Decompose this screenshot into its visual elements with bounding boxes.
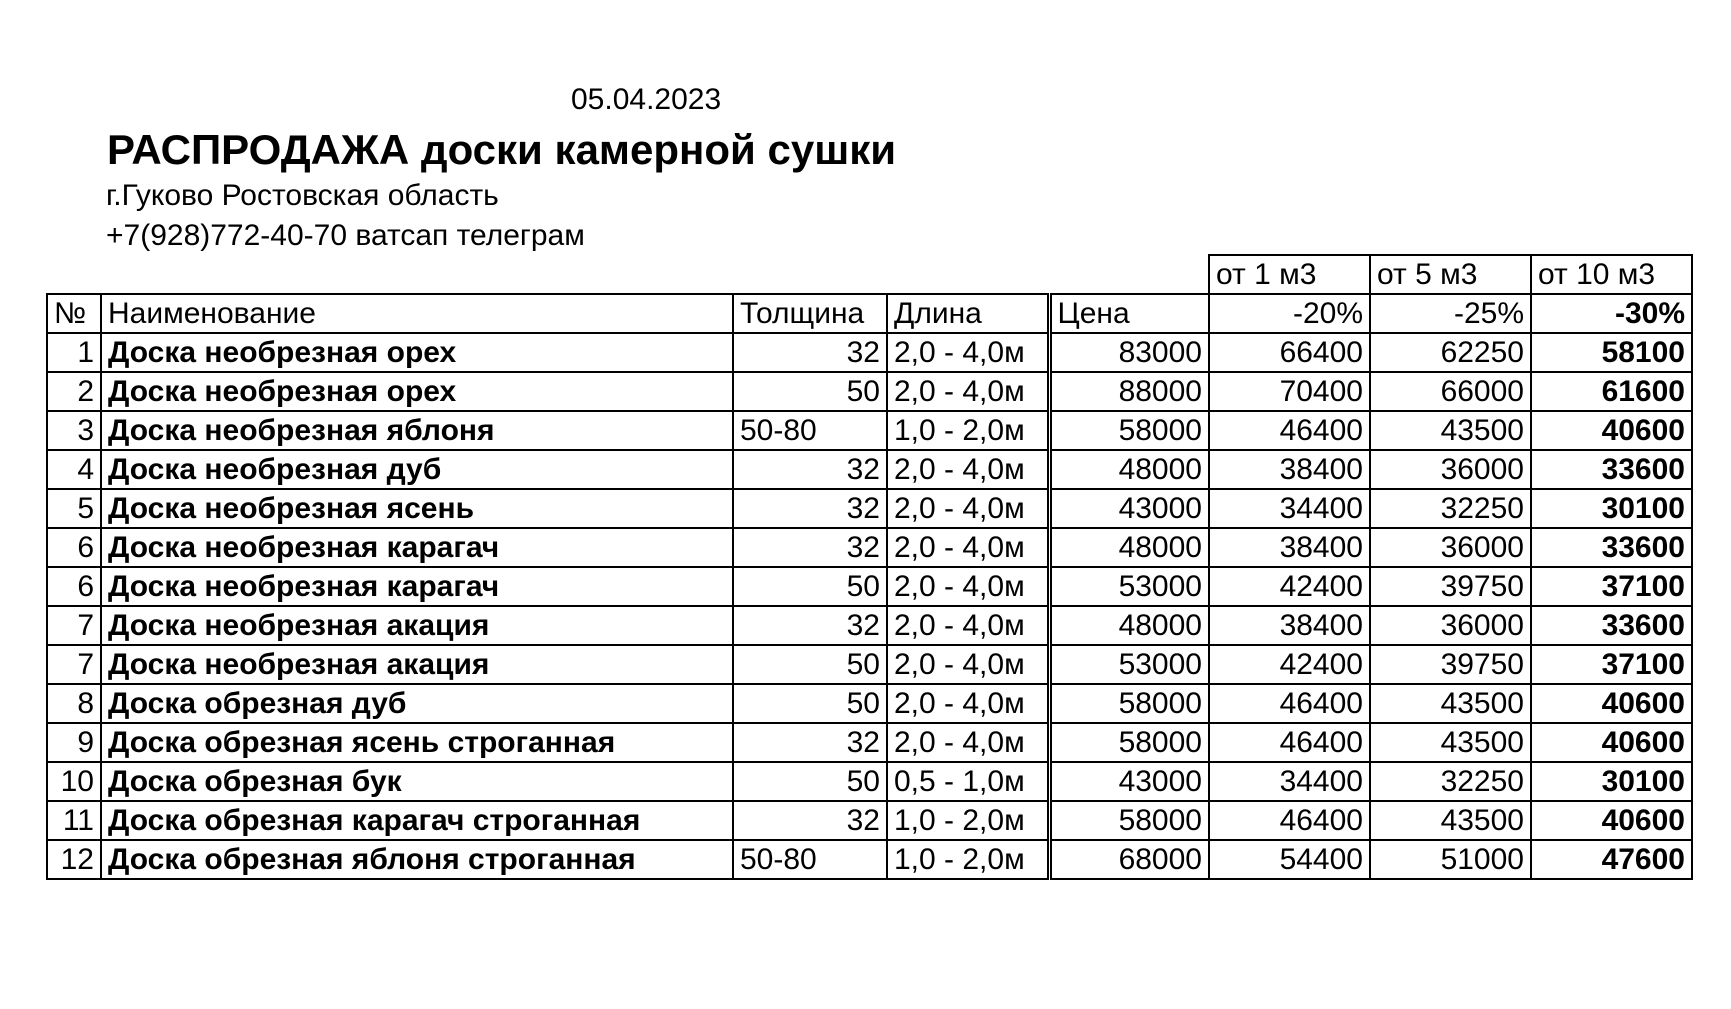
cell-price-30: 61600	[1531, 372, 1692, 411]
cell-number: 6	[47, 528, 101, 567]
col-header-number: №	[47, 294, 101, 333]
cell-length: 2,0 - 4,0м	[887, 333, 1049, 372]
cell-price-25: 62250	[1370, 333, 1531, 372]
cell-length: 1,0 - 2,0м	[887, 801, 1049, 840]
cell-price-30: 33600	[1531, 606, 1692, 645]
cell-length: 2,0 - 4,0м	[887, 372, 1049, 411]
cell-price-25: 32250	[1370, 489, 1531, 528]
cell-product-name: Доска обрезная дуб	[101, 684, 733, 723]
col-header-discount-30: -30%	[1531, 294, 1692, 333]
location-text: г.Гуково Ростовская область	[106, 179, 499, 212]
cell-product-name: Доска необрезная акация	[101, 606, 733, 645]
col-header-price: Цена	[1049, 294, 1209, 333]
cell-thickness: 50-80	[733, 411, 887, 450]
cell-number: 3	[47, 411, 101, 450]
cell-number: 11	[47, 801, 101, 840]
cell-price-30: 30100	[1531, 489, 1692, 528]
cell-number: 4	[47, 450, 101, 489]
table-row	[47, 801, 1692, 840]
cell-price: 68000	[1049, 840, 1209, 879]
cell-price-30: 40600	[1531, 684, 1692, 723]
cell-product-name: Доска обрезная ясень строганная	[101, 723, 733, 762]
cell-price-20: 70400	[1209, 372, 1370, 411]
cell-price-25: 43500	[1370, 411, 1531, 450]
cell-thickness: 50	[733, 567, 887, 606]
cell-price-20: 46400	[1209, 723, 1370, 762]
cell-price-20: 42400	[1209, 567, 1370, 606]
cell-length: 2,0 - 4,0м	[887, 528, 1049, 567]
cell-number: 10	[47, 762, 101, 801]
cell-length: 2,0 - 4,0м	[887, 450, 1049, 489]
cell-length: 0,5 - 1,0м	[887, 762, 1049, 801]
table-row	[47, 489, 1692, 528]
cell-price-30: 33600	[1531, 528, 1692, 567]
cell-price-30: 30100	[1531, 762, 1692, 801]
cell-length: 2,0 - 4,0м	[887, 606, 1049, 645]
cell-price-30: 40600	[1531, 411, 1692, 450]
cell-number: 9	[47, 723, 101, 762]
cell-thickness: 50-80	[733, 840, 887, 879]
cell-price-25: 39750	[1370, 567, 1531, 606]
cell-product-name: Доска обрезная яблоня строганная	[101, 840, 733, 879]
cell-thickness: 32	[733, 801, 887, 840]
document-date: 05.04.2023	[571, 83, 722, 116]
table-row	[47, 606, 1692, 645]
cell-length: 2,0 - 4,0м	[887, 489, 1049, 528]
cell-price-20: 54400	[1209, 840, 1370, 879]
table-row	[47, 333, 1692, 372]
cell-price-25: 43500	[1370, 723, 1531, 762]
cell-price: 83000	[1049, 333, 1209, 372]
table-row	[47, 411, 1692, 450]
tier-header-5: от 5 м3	[1370, 255, 1531, 294]
cell-price: 53000	[1049, 645, 1209, 684]
contact-text: +7(928)772-40-70 ватсап телеграм	[106, 219, 585, 252]
table-row	[47, 684, 1692, 723]
cell-price-25: 36000	[1370, 528, 1531, 567]
cell-price-30: 37100	[1531, 645, 1692, 684]
col-header-discount-25: -25%	[1370, 294, 1531, 333]
tier-header-1: от 1 м3	[1209, 255, 1370, 294]
cell-price-20: 46400	[1209, 684, 1370, 723]
cell-price-25: 32250	[1370, 762, 1531, 801]
table-row	[47, 723, 1692, 762]
cell-number: 8	[47, 684, 101, 723]
cell-price-25: 39750	[1370, 645, 1531, 684]
cell-price-30: 40600	[1531, 723, 1692, 762]
cell-product-name: Доска необрезная карагач	[101, 567, 733, 606]
cell-price-30: 37100	[1531, 567, 1692, 606]
price-table	[46, 254, 1693, 880]
table-row	[47, 645, 1692, 684]
cell-thickness: 32	[733, 723, 887, 762]
empty-header-space	[47, 255, 1209, 294]
cell-thickness: 32	[733, 333, 887, 372]
cell-thickness: 32	[733, 606, 887, 645]
cell-price-30: 33600	[1531, 450, 1692, 489]
cell-thickness: 32	[733, 450, 887, 489]
cell-price: 48000	[1049, 450, 1209, 489]
table-row	[47, 762, 1692, 801]
cell-price-20: 46400	[1209, 801, 1370, 840]
cell-price-25: 43500	[1370, 684, 1531, 723]
cell-price-25: 36000	[1370, 450, 1531, 489]
cell-product-name: Доска необрезная дуб	[101, 450, 733, 489]
cell-thickness: 50	[733, 372, 887, 411]
cell-product-name: Доска необрезная яблоня	[101, 411, 733, 450]
cell-product-name: Доска необрезная орех	[101, 333, 733, 372]
table-row	[47, 372, 1692, 411]
cell-price-25: 36000	[1370, 606, 1531, 645]
col-header-length: Длина	[887, 294, 1049, 333]
cell-thickness: 50	[733, 762, 887, 801]
cell-thickness: 50	[733, 684, 887, 723]
cell-price-20: 38400	[1209, 606, 1370, 645]
cell-price-20: 42400	[1209, 645, 1370, 684]
cell-price: 48000	[1049, 528, 1209, 567]
cell-price-30: 47600	[1531, 840, 1692, 879]
cell-price: 43000	[1049, 489, 1209, 528]
cell-price-20: 38400	[1209, 450, 1370, 489]
col-header-name: Наименование	[101, 294, 733, 333]
cell-price-20: 38400	[1209, 528, 1370, 567]
cell-price-30: 58100	[1531, 333, 1692, 372]
column-header-row	[47, 294, 1692, 333]
cell-number: 7	[47, 645, 101, 684]
cell-product-name: Доска необрезная карагач	[101, 528, 733, 567]
cell-thickness: 50	[733, 645, 887, 684]
cell-number: 6	[47, 567, 101, 606]
cell-length: 2,0 - 4,0м	[887, 723, 1049, 762]
cell-product-name: Доска необрезная ясень	[101, 489, 733, 528]
cell-price-20: 34400	[1209, 762, 1370, 801]
cell-price: 43000	[1049, 762, 1209, 801]
col-header-discount-20: -20%	[1209, 294, 1370, 333]
cell-price-30: 40600	[1531, 801, 1692, 840]
cell-price: 58000	[1049, 723, 1209, 762]
cell-product-name: Доска обрезная бук	[101, 762, 733, 801]
cell-price: 48000	[1049, 606, 1209, 645]
cell-price-20: 46400	[1209, 411, 1370, 450]
cell-price: 53000	[1049, 567, 1209, 606]
cell-length: 1,0 - 2,0м	[887, 840, 1049, 879]
table-row	[47, 450, 1692, 489]
cell-price: 58000	[1049, 411, 1209, 450]
cell-number: 2	[47, 372, 101, 411]
cell-price-25: 51000	[1370, 840, 1531, 879]
cell-thickness: 32	[733, 528, 887, 567]
cell-length: 1,0 - 2,0м	[887, 411, 1049, 450]
cell-price-20: 34400	[1209, 489, 1370, 528]
cell-product-name: Доска необрезная акация	[101, 645, 733, 684]
cell-price: 88000	[1049, 372, 1209, 411]
cell-number: 12	[47, 840, 101, 879]
col-header-thickness: Толщина	[733, 294, 887, 333]
document-title: РАСПРОДАЖА доски камерной сушки	[107, 126, 897, 173]
discount-tier-row	[47, 255, 1692, 294]
tier-header-10: от 10 м3	[1531, 255, 1692, 294]
cell-product-name: Доска необрезная орех	[101, 372, 733, 411]
table-row	[47, 840, 1692, 879]
table-row	[47, 528, 1692, 567]
cell-length: 2,0 - 4,0м	[887, 567, 1049, 606]
cell-price: 58000	[1049, 801, 1209, 840]
cell-price-20: 66400	[1209, 333, 1370, 372]
cell-length: 2,0 - 4,0м	[887, 684, 1049, 723]
cell-number: 7	[47, 606, 101, 645]
cell-product-name: Доска обрезная карагач строганная	[101, 801, 733, 840]
cell-price-25: 43500	[1370, 801, 1531, 840]
cell-number: 5	[47, 489, 101, 528]
cell-length: 2,0 - 4,0м	[887, 645, 1049, 684]
cell-number: 1	[47, 333, 101, 372]
cell-price-25: 66000	[1370, 372, 1531, 411]
cell-thickness: 32	[733, 489, 887, 528]
cell-price: 58000	[1049, 684, 1209, 723]
table-row	[47, 567, 1692, 606]
